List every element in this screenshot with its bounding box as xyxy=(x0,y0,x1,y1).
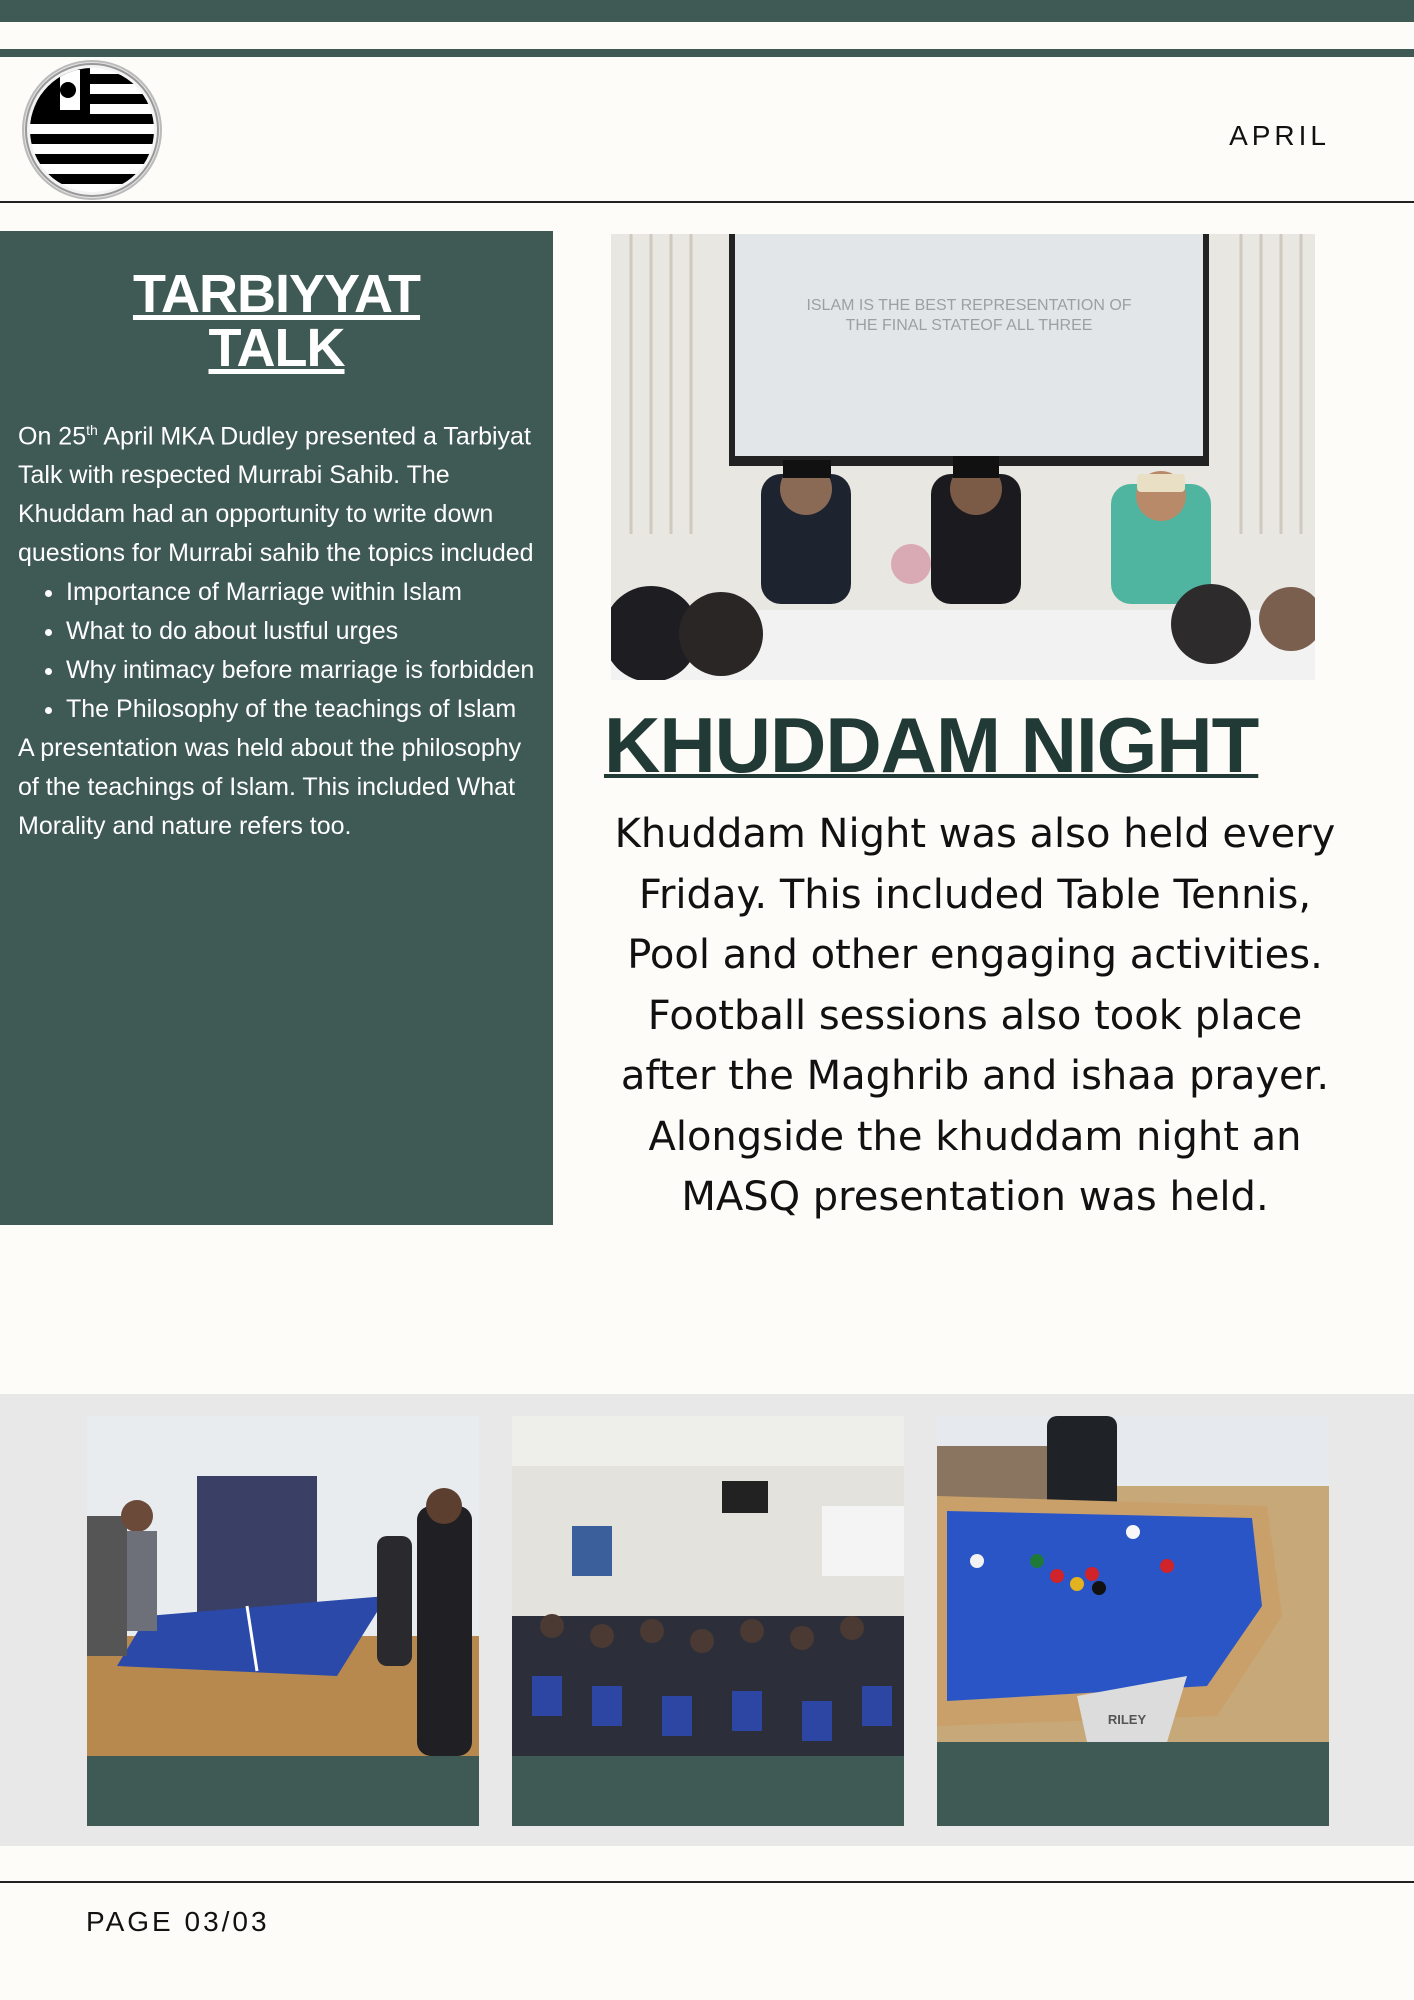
khuddam-night-body: Khuddam Night was also held every Friday. This included Table Tennis, Pool and other engaging activities. Football sessions also took place after the Maghrib and ishaa prayer. Alongside the khuddam night an MASQ presentation was held. xyxy=(614,811,1336,1220)
tarbiyyat-title-line1: TARBIYYAT xyxy=(132,264,421,324)
intro-pre: On 25 xyxy=(18,422,87,451)
khuddam-night-title: KHUDDAM NIGHT xyxy=(604,701,1259,789)
top-accent-bar xyxy=(0,0,1414,22)
pool-photo xyxy=(937,1416,1329,1742)
footer-divider xyxy=(0,1881,1414,1883)
pool-brand-text: RILEY xyxy=(1107,1712,1147,1727)
gallery-card-presentation xyxy=(512,1416,904,1826)
talk-photo xyxy=(611,234,1315,680)
list-item: • The Philosophy of the teachings of Islam xyxy=(66,690,535,729)
screen-text-1: ISLAM IS THE BEST REPRESENTATION OF xyxy=(806,297,1132,314)
intro-sup: th xyxy=(86,422,98,438)
header-divider xyxy=(0,201,1414,203)
tarbiyyat-title xyxy=(0,264,553,378)
page-number: PAGE 03/03 xyxy=(86,1906,270,1937)
list-item: • Why intimacy before marriage is forbidden xyxy=(66,651,535,690)
list-item: • What to do about lustful urges xyxy=(66,612,535,651)
flag-logo xyxy=(22,60,162,200)
tarbiyyat-body xyxy=(18,411,535,846)
tarbiyyat-panel xyxy=(0,231,553,1225)
photo-gallery xyxy=(0,1394,1414,1846)
tarbiyyat-title-line2: TALK xyxy=(208,318,345,378)
list-item: • Importance of Marriage within Islam xyxy=(66,573,535,612)
presentation-photo xyxy=(512,1416,904,1756)
screen-text-2: THE FINAL STATEOF ALL THREE xyxy=(845,317,1093,334)
tarbiyyat-outro: A presentation was held about the philosophy of the teachings of Islam. This included What Morality and nature refers too. xyxy=(18,734,522,841)
month-label: APRIL xyxy=(1229,120,1330,151)
top-accent-line xyxy=(0,49,1414,57)
gallery-card-table-tennis xyxy=(87,1416,479,1826)
tarbiyyat-intro xyxy=(18,411,535,573)
gallery-card-pool xyxy=(937,1416,1329,1826)
topic-list xyxy=(18,573,535,729)
intro-post: April MKA Dudley presented a Tarbiyat Talk with respected Murrabi Sahib. The Khuddam had an opportunity to write down questions for Murrabi sahib the topics included xyxy=(18,422,534,568)
table-tennis-photo xyxy=(87,1416,479,1756)
